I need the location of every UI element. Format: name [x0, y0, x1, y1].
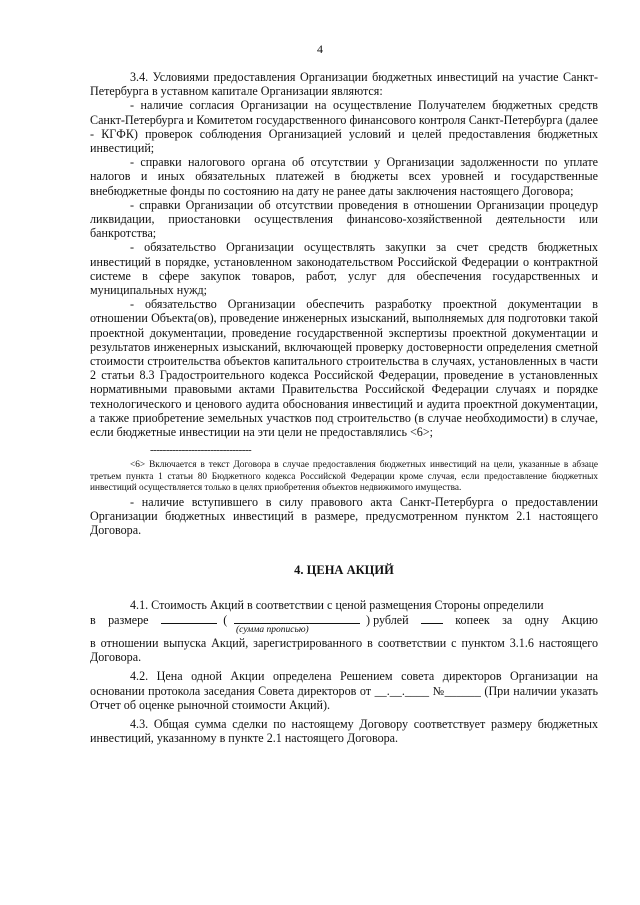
document-body: [90, 70, 598, 745]
clause-4-3: 4.3. Общая сумма сделки по настоящему Договору соответствует размеру бюджетных инвестиций, указанному в пункте 2.1 настоящего Договора.: [90, 717, 598, 746]
word-odnu: одну: [524, 612, 549, 627]
word-za: за: [502, 612, 513, 627]
footnote-6: <6> Включается в текст Договора в случае предоставления бюджетных инвестиций на цели, указанные в абзаце третьем пункта 1 статьи 80 Бюджетного кодекса Российской Федерации кроме случая, если предоставление бюджетных инвестиций осуществляется только в целях приобретения объектов недвижимого имущества.: [90, 460, 598, 494]
clause-3-4-item-6: - наличие вступившего в силу правового акта Санкт-Петербурга о предоставлении Организации бюджетных инвестиций в размере, предусмотренном пунктом 2.1 настоящего Договора.: [90, 494, 598, 538]
clause-4-1-rest: в отношении выпуска Акций, зарегистрированного в соответствии с пунктом 3.1.6 настоящего Договора.: [90, 636, 598, 665]
clause-4-2-part-1: 4.2. Цена одной Акции определена Решением совета директоров Организации на основании протокола заседания Совета директоров от: [90, 669, 598, 698]
kopecks-blank[interactable]: [421, 612, 443, 624]
section-heading-share-price: 4. ЦЕНА АКЦИЙ: [294, 563, 394, 578]
number-sign: №: [432, 683, 445, 698]
amount-in-words-caption: (сумма прописью): [236, 625, 309, 635]
date-blank[interactable]: __.__.____: [374, 683, 430, 698]
clause-3-4-item-4: - обязательство Организации осуществлять закупки за счет средств бюджетных инвестиций в порядке, установленном законодательством Российской Федерации о контрактной системе в сфере закупок товаров, работ, услуг для обеспечения государственных и муниципальных нужд;: [90, 240, 598, 298]
clause-4-2-part-2: (При наличии указать Отчет об оценке рыночной стоимости Акций).: [90, 683, 598, 712]
protocol-number-blank[interactable]: ______: [444, 683, 481, 698]
word-v: в: [90, 612, 96, 627]
page-number: 4: [317, 42, 323, 56]
word-kopeek: копеек: [455, 612, 490, 627]
clause-3-4-item-3: - справки Организации об отсутствии проведения в отношении Организации процедур ликвидации, приостановки осуществления финансово-хозяйственной деятельности или банкротства;: [90, 197, 598, 241]
clause-4-1-line-1: 4.1. Стоимость Акций в соответствии с ценой размещения Стороны определили: [130, 597, 544, 612]
amount-digits-blank[interactable]: [161, 612, 217, 624]
clause-3-4-item-5: - обязательство Организации обеспечить разработку проектной документации в отношении Объекта(ов), проведение инженерных изысканий, выполняемых для подготовки такой проектной документации, проведение государственной экспертизы проектной документации и результатов инженерных изысканий, включающей проверку достоверности определения сметной стоимости строительства объектов капитального строительства в случаях, установленных в части 2 статьи 8.3 Градостроительного кодекса Российской Федерации, проведение в установленных нормативными правовыми актами Правительства Российской Федерации случаях и порядке технологического и ценового аудита обоснования инвестиций и аудита проектной документации, а также приобретение земельных участков под строительство (в случае необходимости) в случае, если бюджетные инвестиции на эти цели не предоставлялись <6>;: [90, 297, 598, 440]
clause-3-4-item-1: - наличие согласия Организации на осуществление Получателем бюджетных средств Санкт-Петербурга и Комитетом государственного финансового контроля Санкт-Петербурга (далее - КГФК) проверок соблюдения Организацией условий и целей предоставления бюджетных инвестиций;: [90, 98, 599, 156]
clause-3-4-item-2: - справки налогового органа об отсутствии у Организации задолженности по уплате налогов и иных обязательных платежей в бюджеты всех уровней и государственные внебюджетные фонды по состоянию на дату не ранее даты заключения настоящего Договора;: [90, 155, 598, 198]
clause-4-2: [90, 669, 598, 712]
word-razmere: размере: [108, 612, 149, 627]
word-akciyu: Акцию: [561, 612, 598, 627]
footnote-separator: --------------------------------: [150, 444, 252, 457]
amount-words-blank[interactable]: [234, 612, 360, 624]
open-paren: (: [223, 612, 228, 627]
clause-3-4-intro: 3.4. Условиями предоставления Организации бюджетных инвестиций на участие Санкт-Петербурга в уставном капитале Организации являются:: [90, 70, 598, 99]
word-rubley: ) рублей: [366, 612, 409, 627]
